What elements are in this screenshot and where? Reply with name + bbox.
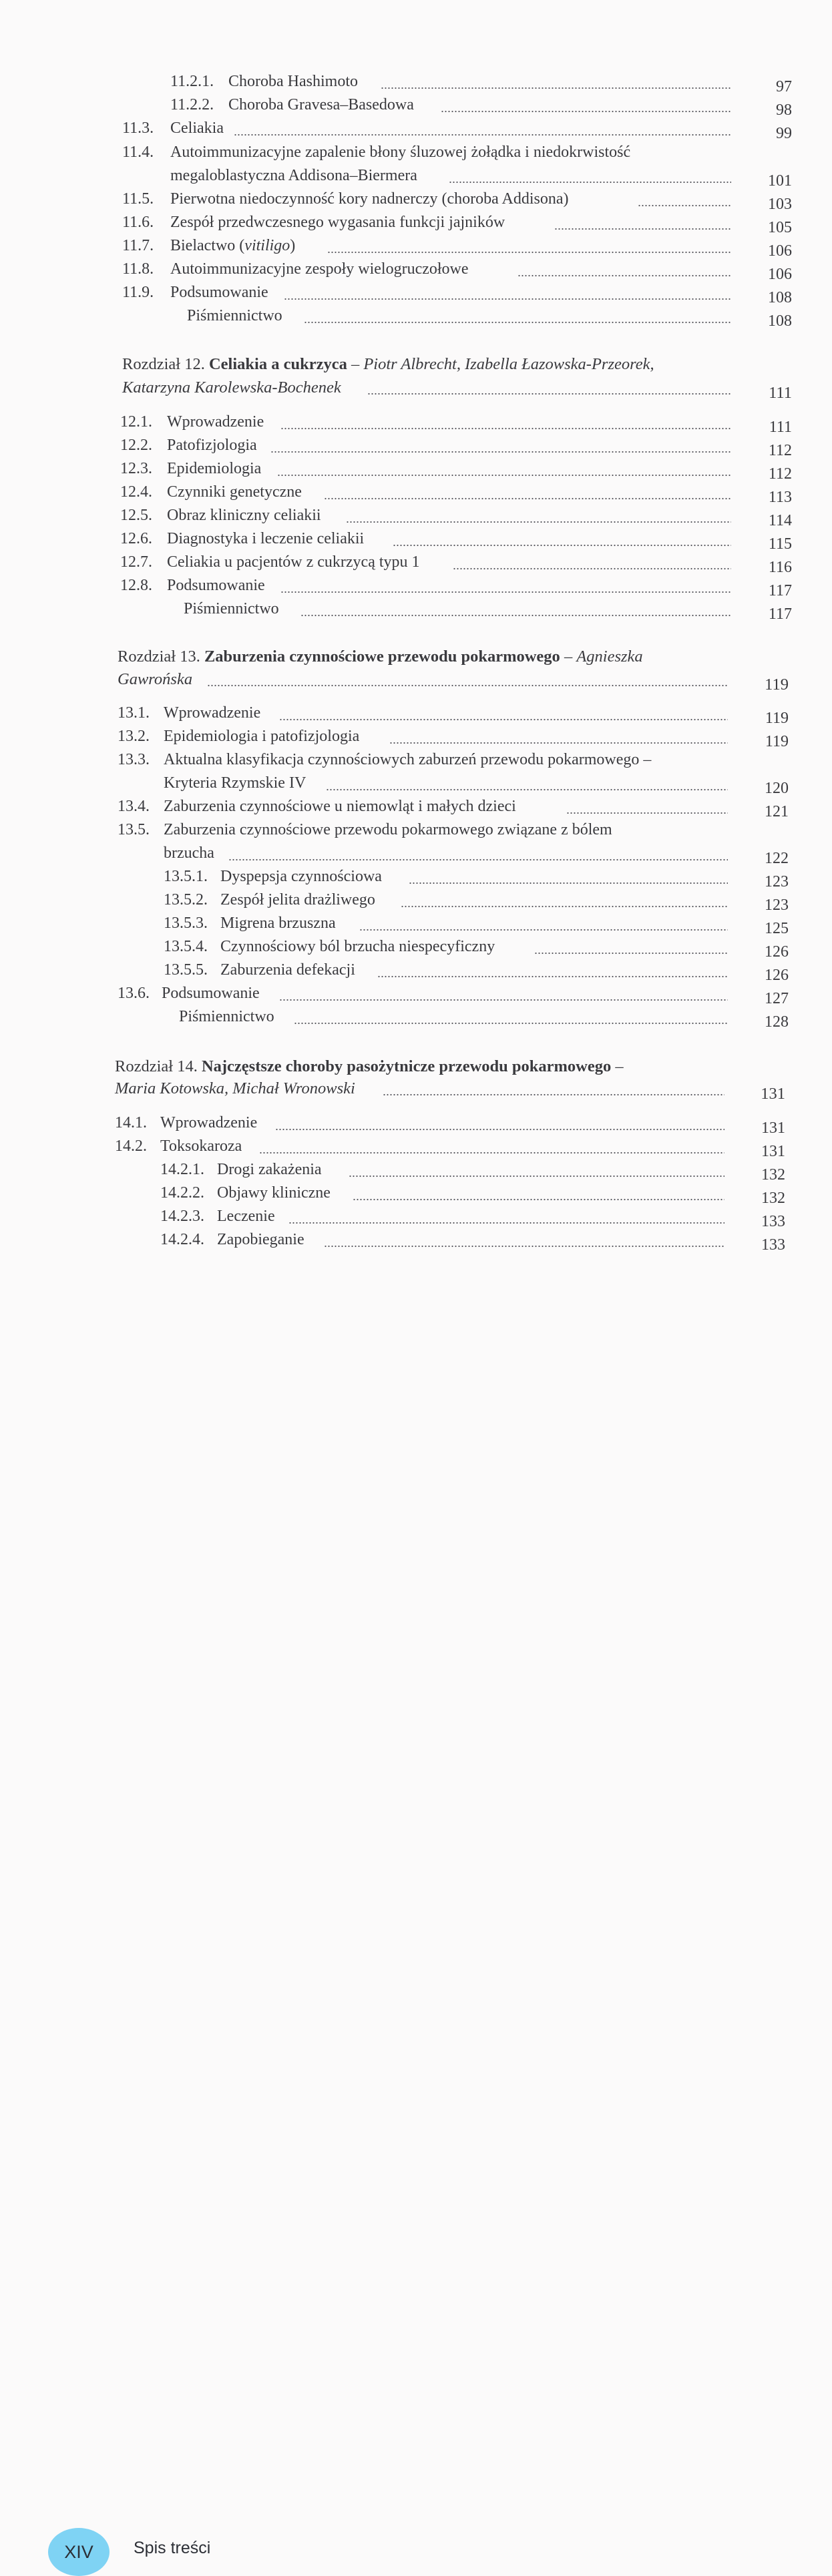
toc-entry[interactable] bbox=[0, 234, 832, 258]
entry-title: Migrena brzuszna bbox=[220, 915, 336, 932]
entry-page: 126 bbox=[765, 967, 789, 984]
toc-entry[interactable] bbox=[0, 818, 832, 842]
dot-leader bbox=[401, 888, 728, 912]
entry-number: 14.1. bbox=[115, 1114, 147, 1131]
chapter-page: 119 bbox=[765, 676, 789, 694]
dot-leader bbox=[280, 574, 731, 597]
entry-title: Kryteria Rzymskie IV bbox=[164, 774, 306, 792]
entry-number: 11.8. bbox=[122, 260, 154, 278]
dot-leader bbox=[275, 1111, 724, 1135]
toc-entry[interactable] bbox=[0, 725, 832, 748]
chapter-label: Rozdział 12. bbox=[122, 355, 205, 373]
toc-entry[interactable] bbox=[0, 748, 832, 772]
toc-entry[interactable] bbox=[0, 959, 832, 982]
chapter-label: Rozdział 14. bbox=[115, 1057, 198, 1075]
entry-title: Celiakia bbox=[170, 119, 224, 137]
toc-entry[interactable] bbox=[0, 504, 832, 527]
toc-entry[interactable] bbox=[0, 1135, 832, 1158]
toc-entry[interactable] bbox=[0, 702, 832, 725]
entry-page: 117 bbox=[768, 605, 792, 623]
dot-leader bbox=[234, 117, 731, 140]
entry-title: Aktualna klasyfikacja czynnościowych zaburzeń przewodu pokarmowego – bbox=[164, 751, 652, 768]
entry-number: 14.2.2. bbox=[160, 1184, 204, 1202]
dot-leader bbox=[207, 668, 728, 691]
entry-title: Podsumowanie bbox=[162, 985, 260, 1002]
toc-entry[interactable] bbox=[0, 795, 832, 818]
dot-leader bbox=[359, 912, 728, 935]
chapter-heading-line2[interactable] bbox=[0, 1077, 832, 1103]
entry-page: 121 bbox=[765, 803, 789, 820]
entry-number: 12.2. bbox=[120, 437, 152, 454]
dot-leader bbox=[393, 527, 731, 551]
toc-entry[interactable] bbox=[0, 1228, 832, 1252]
entry-page: 97 bbox=[776, 78, 792, 95]
entry-number: 12.3. bbox=[120, 460, 152, 477]
chapter-dash: – bbox=[351, 355, 360, 373]
toc-entry[interactable] bbox=[0, 935, 832, 959]
entry-number: 12.8. bbox=[120, 577, 152, 594]
dot-leader bbox=[326, 772, 728, 795]
entry-title: Celiakia u pacjentów z cukrzycą typu 1 bbox=[167, 553, 420, 571]
entry-number: 12.4. bbox=[120, 483, 152, 501]
dot-leader bbox=[349, 1158, 724, 1182]
dot-leader bbox=[346, 504, 731, 527]
dot-leader bbox=[554, 211, 731, 234]
entry-page: 126 bbox=[765, 943, 789, 961]
toc-entry[interactable] bbox=[0, 481, 832, 504]
toc-entry[interactable] bbox=[0, 1111, 832, 1135]
toc-entry[interactable] bbox=[0, 411, 832, 434]
chapter-heading[interactable] bbox=[122, 352, 654, 376]
entry-number: 11.2.2. bbox=[170, 96, 214, 113]
chapter-dash: – bbox=[615, 1057, 624, 1075]
dot-leader bbox=[409, 865, 728, 888]
entry-page: 116 bbox=[768, 559, 792, 576]
toc-entry[interactable] bbox=[0, 982, 832, 1005]
chapter-authors: Katarzyna Karolewska-Bochenek bbox=[122, 378, 341, 397]
dot-leader bbox=[381, 70, 731, 93]
chapter-authors: Gawrońska bbox=[118, 670, 193, 688]
chapter-heading[interactable] bbox=[118, 645, 643, 668]
toc-entry[interactable] bbox=[0, 304, 832, 328]
entry-page: 111 bbox=[769, 419, 792, 436]
entry-number: 11.9. bbox=[122, 284, 154, 301]
entry-title: Leczenie bbox=[217, 1208, 275, 1225]
dot-leader bbox=[279, 702, 728, 725]
entry-number: 13.5.1. bbox=[164, 868, 208, 885]
dot-leader bbox=[453, 551, 731, 574]
entry-page: 120 bbox=[765, 780, 789, 797]
entry-title-text: Bielactwo ( bbox=[170, 237, 245, 254]
entry-page: 106 bbox=[768, 266, 792, 283]
entry-title: Zaburzenia czynnościowe przewodu pokarmowego związane z bólem bbox=[164, 821, 612, 838]
entry-number: 13.3. bbox=[118, 751, 150, 768]
entry-page: 112 bbox=[768, 442, 792, 459]
entry-number: 11.4. bbox=[122, 144, 154, 161]
entry-page: 133 bbox=[761, 1213, 785, 1230]
entry-title: Czynniki genetyczne bbox=[167, 483, 302, 501]
dot-leader bbox=[441, 93, 731, 117]
toc-entry[interactable] bbox=[0, 117, 832, 140]
dot-leader bbox=[228, 842, 728, 865]
dot-leader bbox=[284, 281, 731, 304]
dot-leader bbox=[277, 457, 731, 481]
dot-leader bbox=[327, 234, 731, 258]
entry-title: Podsumowanie bbox=[167, 577, 265, 594]
entry-number: 12.1. bbox=[120, 413, 152, 431]
toc-entry[interactable] bbox=[0, 70, 832, 93]
chapter-title: Zaburzenia czynnościowe przewodu pokarmowego bbox=[204, 648, 560, 666]
entry-page: 103 bbox=[768, 196, 792, 213]
entry-title: Zapobieganie bbox=[217, 1231, 304, 1248]
entry-number: 13.2. bbox=[118, 728, 150, 745]
entry-number: 14.2.1. bbox=[160, 1161, 204, 1178]
entry-page: 98 bbox=[776, 101, 792, 119]
toc-entry[interactable] bbox=[0, 1005, 832, 1029]
entry-title: Piśmiennictwo bbox=[187, 307, 282, 324]
entry-title: Epidemiologia bbox=[167, 460, 262, 477]
entry-title: Obraz kliniczny celiakii bbox=[167, 507, 321, 524]
toc-entry[interactable] bbox=[0, 527, 832, 551]
chapter-title: Celiakia a cukrzyca bbox=[208, 355, 347, 373]
entry-number: 11.7. bbox=[122, 237, 154, 254]
entry-title: Pierwotna niedoczynność kory nadnerczy (choroba Addisona) bbox=[170, 190, 569, 208]
entry-title-italic: vitiligo bbox=[244, 237, 290, 254]
dot-leader bbox=[566, 795, 728, 818]
entry-page: 117 bbox=[768, 582, 792, 599]
toc-entry[interactable] bbox=[0, 888, 832, 912]
table-of-contents bbox=[0, 0, 832, 1262]
entry-number: 13.5. bbox=[118, 821, 150, 838]
toc-entry[interactable] bbox=[0, 1158, 832, 1182]
entry-number: 11.2.1. bbox=[170, 73, 214, 90]
entry-title-tail: ) bbox=[290, 237, 296, 254]
entry-page: 119 bbox=[765, 710, 789, 727]
entry-page: 123 bbox=[765, 896, 789, 914]
entry-title: Patofizjologia bbox=[167, 437, 257, 454]
toc-entry[interactable] bbox=[0, 1182, 832, 1205]
dot-leader bbox=[324, 481, 731, 504]
entry-page: 112 bbox=[768, 465, 792, 483]
dot-leader bbox=[389, 725, 728, 748]
dot-leader bbox=[367, 376, 731, 399]
entry-title: Wprowadzenie bbox=[164, 704, 261, 722]
toc-entry[interactable] bbox=[0, 1205, 832, 1228]
entry-page: 123 bbox=[765, 873, 789, 890]
entry-title: megaloblastyczna Addisona–Biermera bbox=[170, 167, 417, 184]
dot-leader bbox=[279, 982, 728, 1005]
toc-entry[interactable] bbox=[0, 597, 832, 621]
toc-entry[interactable] bbox=[0, 912, 832, 935]
entry-title: brzucha bbox=[164, 844, 214, 862]
entry-number: 13.4. bbox=[118, 798, 150, 815]
entry-page: 119 bbox=[765, 733, 789, 750]
entry-title: Autoimmunizacyjne zespoły wielogruczołowe bbox=[170, 260, 469, 278]
toc-entry[interactable] bbox=[0, 457, 832, 481]
page-number-badge: XIV bbox=[48, 2528, 110, 2576]
toc-entry[interactable] bbox=[0, 551, 832, 574]
chapter-authors: Maria Kotowska, Michał Wronowski bbox=[115, 1079, 355, 1097]
entry-title: Toksokaroza bbox=[160, 1137, 242, 1155]
chapter-page: 111 bbox=[769, 384, 792, 402]
chapter-authors: Agnieszka bbox=[576, 648, 643, 666]
entry-page: 101 bbox=[768, 172, 792, 190]
entry-page: 133 bbox=[761, 1236, 785, 1254]
chapter-heading-line2[interactable] bbox=[0, 376, 832, 402]
entry-title: Piśmiennictwo bbox=[179, 1008, 274, 1025]
entry-number: 14.2.4. bbox=[160, 1231, 204, 1248]
dot-leader bbox=[377, 959, 728, 982]
dot-leader bbox=[288, 1205, 724, 1228]
entry-title: Zespół przedwczesnego wygasania funkcji jajników bbox=[170, 214, 505, 231]
chapter-heading[interactable] bbox=[115, 1055, 624, 1078]
chapter-label: Rozdział 13. bbox=[118, 648, 200, 666]
entry-number: 14.2. bbox=[115, 1137, 147, 1155]
dot-leader bbox=[304, 304, 731, 328]
entry-title: Dyspepsja czynnościowa bbox=[220, 868, 382, 885]
dot-leader bbox=[449, 164, 731, 188]
toc-entry[interactable] bbox=[0, 281, 832, 304]
entry-page: 122 bbox=[765, 850, 789, 867]
entry-title: Zespół jelita drażliwego bbox=[220, 891, 375, 909]
entry-page: 132 bbox=[761, 1166, 785, 1184]
entry-title: Autoimmunizacyjne zapalenie błony śluzowej żołądka i niedokrwistość bbox=[170, 144, 631, 161]
entry-page: 132 bbox=[761, 1190, 785, 1207]
dot-leader bbox=[353, 1182, 724, 1205]
entry-number: 13.5.5. bbox=[164, 961, 208, 979]
entry-page: 125 bbox=[765, 920, 789, 937]
chapter-title: Najczęstsze choroby pasożytnicze przewodu pokarmowego bbox=[201, 1057, 612, 1075]
chapter-heading-line2[interactable] bbox=[0, 668, 832, 694]
entry-title: Objawy kliniczne bbox=[217, 1184, 331, 1202]
entry-page: 108 bbox=[768, 312, 792, 330]
page-footer bbox=[0, 1262, 832, 2562]
entry-number: 13.5.3. bbox=[164, 915, 208, 932]
dot-leader bbox=[534, 935, 728, 959]
entry-title: Diagnostyka i leczenie celiakii bbox=[167, 530, 365, 547]
dot-leader bbox=[638, 188, 731, 211]
chapter-dash: – bbox=[564, 648, 573, 666]
entry-page: 114 bbox=[768, 512, 792, 529]
toc-entry[interactable] bbox=[0, 211, 832, 234]
entry-page: 106 bbox=[768, 242, 792, 260]
entry-number: 14.2.3. bbox=[160, 1208, 204, 1225]
entry-title: Drogi zakażenia bbox=[217, 1161, 322, 1178]
entry-title: Choroba Hashimoto bbox=[228, 73, 358, 90]
dot-leader bbox=[324, 1228, 724, 1252]
chapter-page: 131 bbox=[761, 1085, 785, 1103]
entry-title bbox=[170, 234, 295, 258]
entry-number: 11.5. bbox=[122, 190, 154, 208]
entry-number: 12.5. bbox=[120, 507, 152, 524]
entry-title: Czynnościowy ból brzucha niespecyficzny bbox=[220, 938, 495, 955]
dot-leader bbox=[270, 434, 731, 457]
entry-title: Wprowadzenie bbox=[160, 1114, 258, 1131]
toc-entry[interactable] bbox=[0, 842, 832, 865]
entry-page: 113 bbox=[768, 489, 792, 506]
running-head: Spis treści bbox=[134, 2539, 211, 2557]
entry-title: Podsumowanie bbox=[170, 284, 268, 301]
entry-page: 115 bbox=[768, 535, 792, 553]
entry-number: 12.6. bbox=[120, 530, 152, 547]
entry-page: 127 bbox=[765, 990, 789, 1007]
toc-entry[interactable] bbox=[0, 772, 832, 795]
entry-page: 131 bbox=[761, 1119, 785, 1137]
entry-number: 12.7. bbox=[120, 553, 152, 571]
entry-number: 11.3. bbox=[122, 119, 154, 137]
toc-entry[interactable] bbox=[0, 258, 832, 281]
entry-page: 105 bbox=[768, 219, 792, 236]
toc-entry[interactable] bbox=[0, 188, 832, 211]
entry-title: Zaburzenia defekacji bbox=[220, 961, 355, 979]
entry-page: 131 bbox=[761, 1143, 785, 1160]
dot-leader bbox=[280, 411, 731, 434]
toc-entry[interactable] bbox=[0, 574, 832, 597]
entry-number: 13.1. bbox=[118, 704, 150, 722]
dot-leader bbox=[383, 1077, 724, 1100]
entry-number: 13.6. bbox=[118, 985, 150, 1002]
toc-entry[interactable] bbox=[0, 141, 832, 164]
dot-leader bbox=[259, 1135, 724, 1158]
entry-page: 108 bbox=[768, 289, 792, 306]
entry-title: Choroba Gravesa–Basedowa bbox=[228, 96, 414, 113]
entry-number: 13.5.2. bbox=[164, 891, 208, 909]
entry-number: 11.6. bbox=[122, 214, 154, 231]
chapter-authors: Piotr Albrecht, Izabella Łazowska-Przeorek, bbox=[363, 355, 654, 373]
toc-entry[interactable] bbox=[0, 434, 832, 457]
entry-number: 13.5.4. bbox=[164, 938, 208, 955]
dot-leader bbox=[517, 258, 731, 281]
toc-entry[interactable] bbox=[0, 164, 832, 188]
dot-leader bbox=[300, 597, 731, 621]
entry-title: Wprowadzenie bbox=[167, 413, 264, 431]
toc-entry[interactable] bbox=[0, 93, 832, 117]
toc-entry[interactable] bbox=[0, 865, 832, 888]
dot-leader bbox=[294, 1005, 728, 1029]
entry-page: 99 bbox=[776, 125, 792, 142]
entry-page: 128 bbox=[765, 1013, 789, 1031]
entry-title: Zaburzenia czynnościowe u niemowląt i małych dzieci bbox=[164, 798, 516, 815]
entry-title: Epidemiologia i patofizjologia bbox=[164, 728, 360, 745]
entry-title: Piśmiennictwo bbox=[184, 600, 279, 617]
